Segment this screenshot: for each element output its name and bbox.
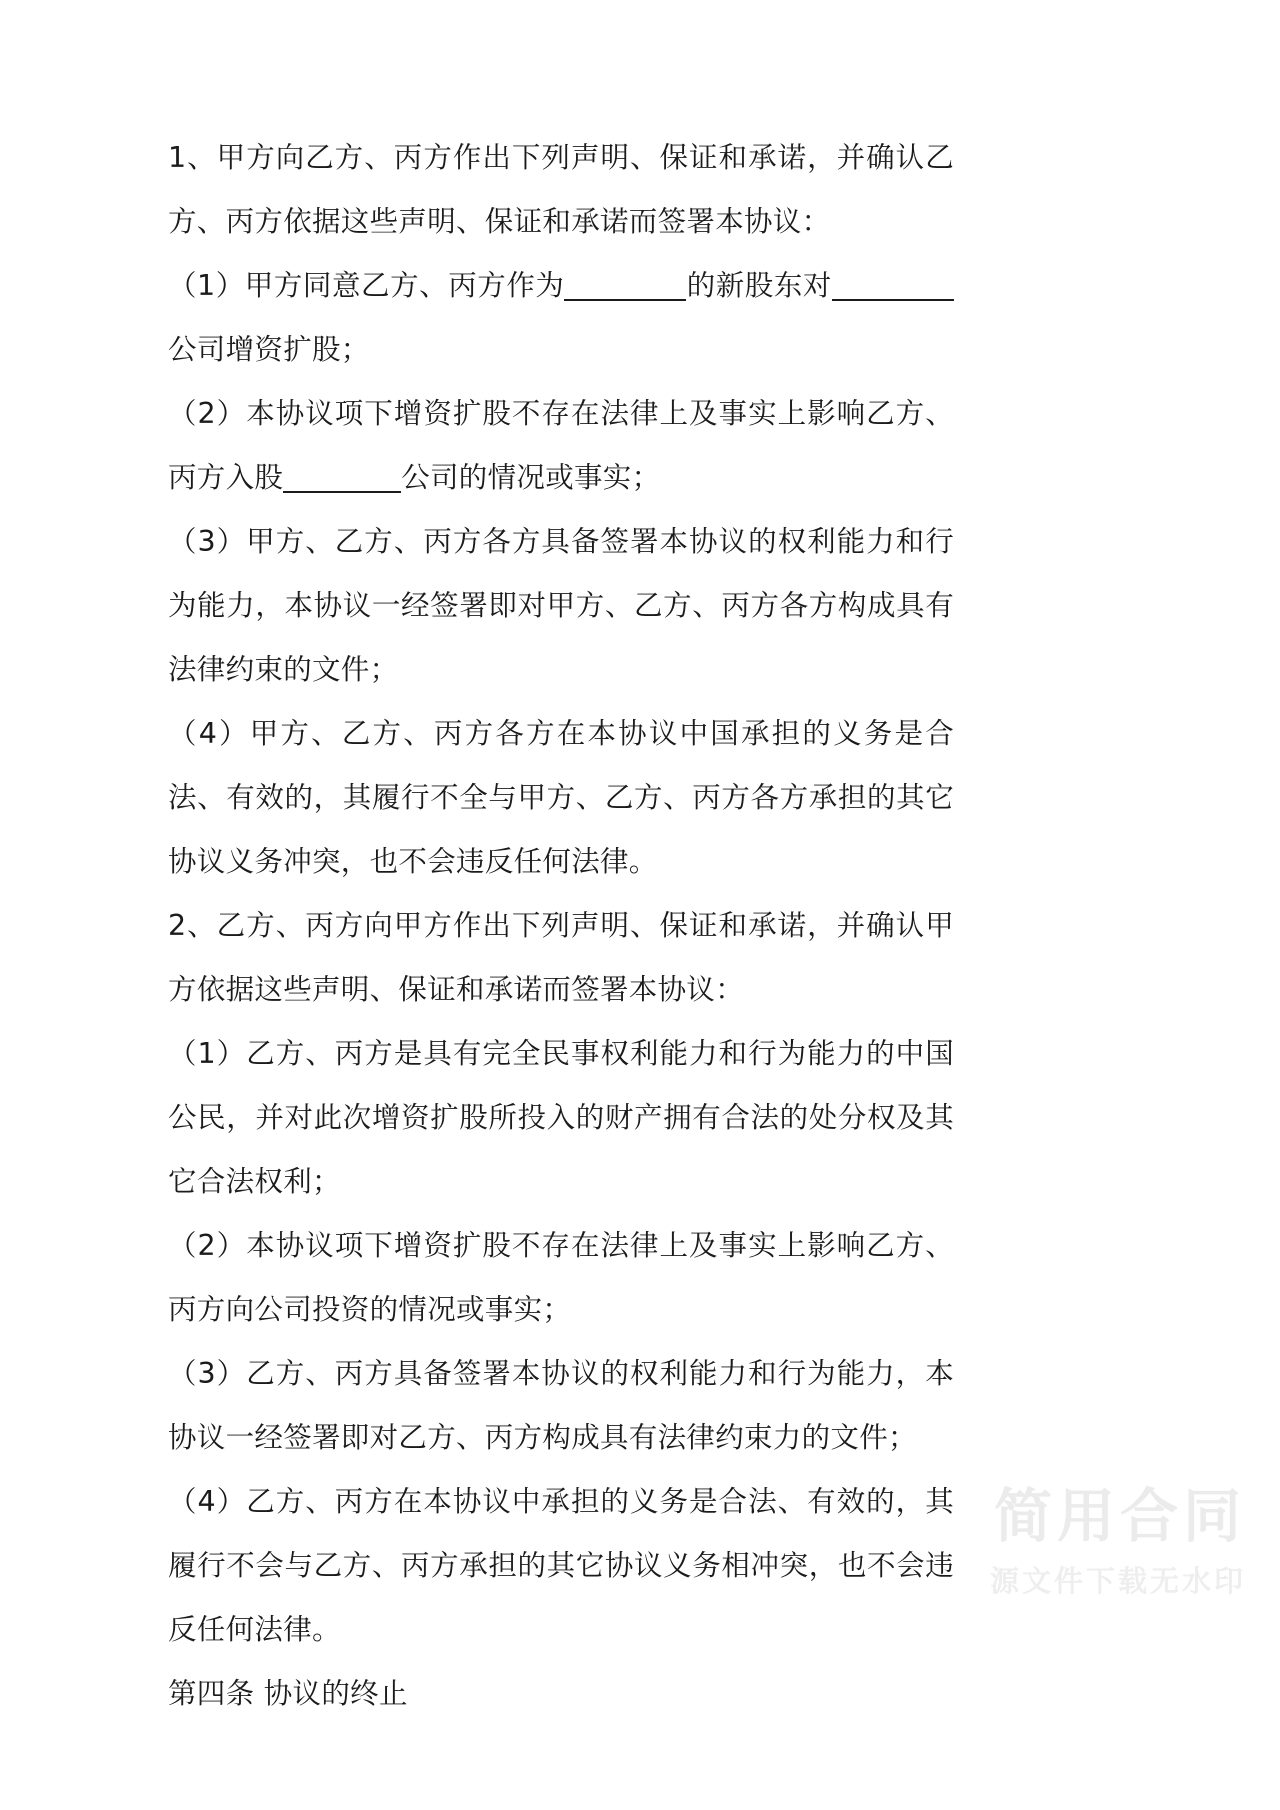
paragraph-item-2-3: （3）乙方、丙方具备签署本协议的权利能力和行为能力，本协议一经签署即对乙方、丙方构成具有法律约束力的文件；	[168, 1357, 954, 1454]
paragraph-clause-1: 1、甲方向乙方、丙方作出下列声明、保证和承诺，并确认乙方、丙方依据这些声明、保证和承诺而签署本协议：	[168, 141, 954, 238]
text-run: （1）甲方同意乙方、丙方作为	[168, 269, 565, 302]
fill-in-blank-company-name[interactable]	[832, 269, 954, 301]
fill-in-blank-company-name-2[interactable]	[283, 461, 401, 493]
text-run: 公司的情况或事实；	[401, 461, 661, 494]
text-run: 公司增资扩股；	[168, 333, 370, 366]
document-text-body	[168, 126, 954, 1726]
fill-in-blank-company-role[interactable]	[564, 269, 686, 301]
watermark-brand: 简用合同	[993, 1482, 1246, 1551]
paragraph-item-1-3: （3）甲方、乙方、丙方各方具备签署本协议的权利能力和行为能力，本协议一经签署即对甲方、乙方、丙方各方构成具有法律约束的文件；	[168, 525, 954, 686]
watermark-tagline: 源文件下载无水印	[989, 1564, 1246, 1598]
paragraph-clause-2: 2、乙方、丙方向甲方作出下列声明、保证和承诺，并确认甲方依据这些声明、保证和承诺而签署本协议：	[168, 909, 954, 1006]
text-run: 的新股东对	[686, 269, 832, 302]
paragraph-item-1-1	[168, 254, 954, 382]
paragraph-item-2-4: （4）乙方、丙方在本协议中承担的义务是合法、有效的，其履行不会与乙方、丙方承担的其它协议义务相冲突，也不会违反任何法律。	[168, 1485, 954, 1646]
section-heading-article-4: 第四条 协议的终止	[168, 1677, 408, 1710]
paragraph-item-2-2: （2）本协议项下增资扩股不存在法律上及事实上影响乙方、丙方向公司投资的情况或事实；	[168, 1229, 954, 1326]
paragraph-item-1-2	[168, 382, 954, 510]
paragraph-item-2-1: （1）乙方、丙方是具有完全民事权利能力和行为能力的中国公民，并对此次增资扩股所投入的财产拥有合法的处分权及其它合法权利；	[168, 1037, 954, 1198]
text-run: （2）本协议项下增资扩股不存在法律上及事实上影响乙方、丙方入股	[168, 397, 954, 494]
paragraph-item-1-4: （4）甲方、乙方、丙方各方在本协议中国承担的义务是合法、有效的，其履行不全与甲方、乙方、丙方各方承担的其它协议义务冲突，也不会违反任何法律。	[168, 717, 954, 878]
